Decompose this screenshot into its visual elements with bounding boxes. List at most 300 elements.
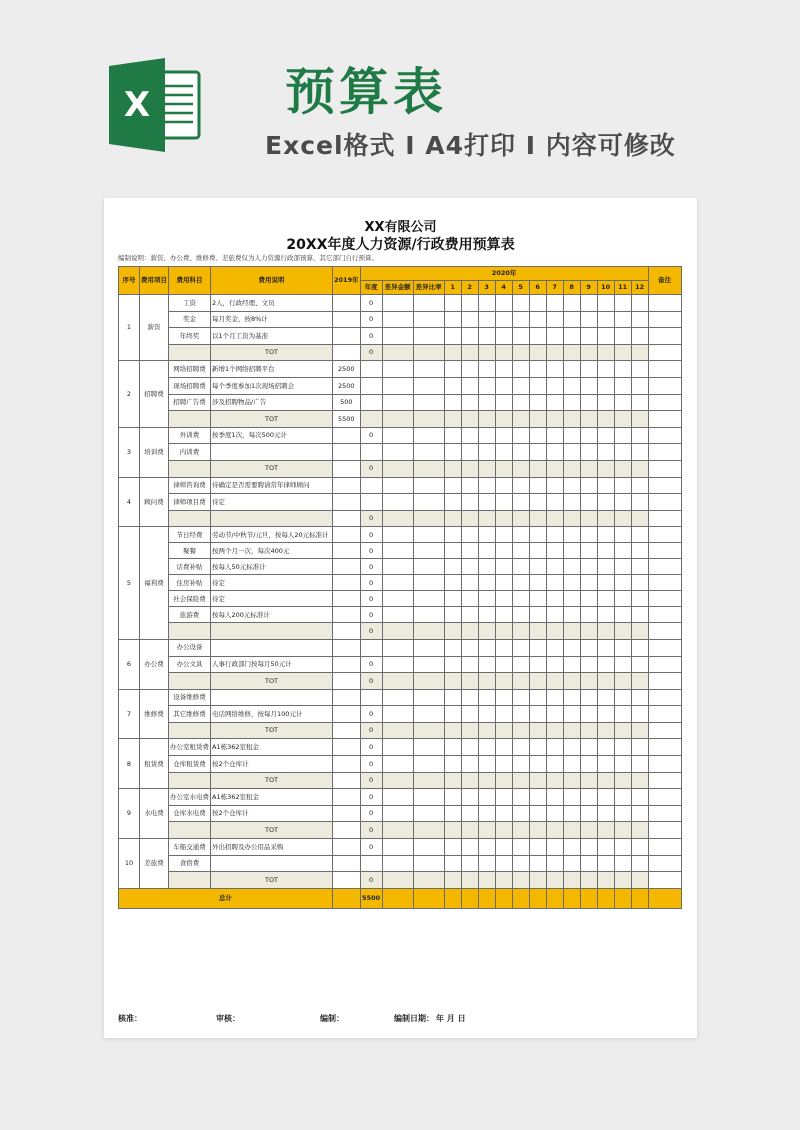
- row-cell[interactable]: [597, 477, 614, 494]
- row-cell[interactable]: [631, 805, 648, 822]
- row-cell[interactable]: [444, 756, 461, 773]
- row-remark[interactable]: [648, 805, 681, 822]
- row-cell[interactable]: [512, 311, 529, 328]
- row-cell[interactable]: [512, 639, 529, 656]
- row-cell[interactable]: [529, 689, 546, 706]
- row-cell[interactable]: [512, 855, 529, 872]
- row-cell[interactable]: [444, 311, 461, 328]
- row-cell[interactable]: [461, 706, 478, 723]
- row-cell[interactable]: [580, 328, 597, 345]
- row-cell[interactable]: [631, 444, 648, 461]
- row-cell[interactable]: [563, 361, 580, 378]
- row-cell[interactable]: [546, 394, 563, 411]
- row-cell[interactable]: [529, 739, 546, 756]
- row-annual[interactable]: [360, 689, 382, 706]
- row-remark[interactable]: [648, 591, 681, 607]
- row-cell[interactable]: [444, 427, 461, 444]
- row-cell[interactable]: [461, 311, 478, 328]
- row-cell[interactable]: [512, 706, 529, 723]
- row-2019[interactable]: [333, 575, 361, 591]
- row-cell[interactable]: [461, 689, 478, 706]
- row-cell[interactable]: [597, 591, 614, 607]
- row-cell[interactable]: [614, 689, 631, 706]
- row-cell[interactable]: [529, 591, 546, 607]
- row-cell[interactable]: [614, 377, 631, 394]
- row-cell[interactable]: [529, 394, 546, 411]
- row-cell[interactable]: [580, 444, 597, 461]
- row-cell[interactable]: [580, 689, 597, 706]
- row-cell[interactable]: [563, 607, 580, 623]
- row-cell[interactable]: [382, 789, 413, 806]
- row-cell[interactable]: [546, 706, 563, 723]
- row-cell[interactable]: [512, 739, 529, 756]
- row-annual[interactable]: 0: [360, 559, 382, 575]
- row-remark[interactable]: [648, 575, 681, 591]
- row-annual[interactable]: 0: [360, 607, 382, 623]
- row-cell[interactable]: [413, 591, 444, 607]
- row-cell[interactable]: [413, 805, 444, 822]
- row-cell[interactable]: [478, 639, 495, 656]
- row-cell[interactable]: [631, 739, 648, 756]
- row-cell[interactable]: [597, 377, 614, 394]
- row-cell[interactable]: [461, 591, 478, 607]
- row-cell[interactable]: [580, 839, 597, 856]
- row-cell[interactable]: [597, 607, 614, 623]
- row-cell[interactable]: [461, 444, 478, 461]
- row-annual[interactable]: [360, 444, 382, 461]
- row-cell[interactable]: [478, 739, 495, 756]
- row-cell[interactable]: [529, 789, 546, 806]
- row-cell[interactable]: [546, 789, 563, 806]
- row-2019[interactable]: [333, 494, 361, 511]
- row-cell[interactable]: [631, 543, 648, 559]
- row-cell[interactable]: [597, 756, 614, 773]
- row-cell[interactable]: [382, 639, 413, 656]
- row-cell[interactable]: [631, 328, 648, 345]
- row-cell[interactable]: [512, 394, 529, 411]
- row-cell[interactable]: [614, 494, 631, 511]
- row-cell[interactable]: [512, 656, 529, 673]
- row-cell[interactable]: [478, 559, 495, 575]
- row-cell[interactable]: [614, 639, 631, 656]
- row-cell[interactable]: [478, 607, 495, 623]
- row-2019[interactable]: [333, 839, 361, 856]
- row-cell[interactable]: [546, 295, 563, 312]
- row-cell[interactable]: [495, 444, 512, 461]
- row-cell[interactable]: [580, 559, 597, 575]
- row-cell[interactable]: [631, 789, 648, 806]
- row-2019[interactable]: [333, 739, 361, 756]
- row-cell[interactable]: [478, 789, 495, 806]
- row-cell[interactable]: [461, 607, 478, 623]
- row-annual[interactable]: [360, 855, 382, 872]
- row-cell[interactable]: [597, 543, 614, 559]
- row-remark[interactable]: [648, 789, 681, 806]
- row-cell[interactable]: [580, 739, 597, 756]
- row-cell[interactable]: [597, 575, 614, 591]
- row-remark[interactable]: [648, 639, 681, 656]
- row-cell[interactable]: [495, 756, 512, 773]
- row-cell[interactable]: [382, 361, 413, 378]
- row-cell[interactable]: [580, 295, 597, 312]
- row-cell[interactable]: [495, 543, 512, 559]
- row-annual[interactable]: 0: [360, 328, 382, 345]
- row-cell[interactable]: [580, 527, 597, 543]
- row-cell[interactable]: [546, 739, 563, 756]
- row-cell[interactable]: [461, 839, 478, 856]
- row-2019[interactable]: [333, 639, 361, 656]
- row-cell[interactable]: [444, 575, 461, 591]
- row-cell[interactable]: [512, 839, 529, 856]
- row-cell[interactable]: [382, 756, 413, 773]
- row-cell[interactable]: [563, 543, 580, 559]
- row-cell[interactable]: [413, 427, 444, 444]
- row-cell[interactable]: [631, 855, 648, 872]
- row-cell[interactable]: [597, 311, 614, 328]
- row-2019[interactable]: [333, 689, 361, 706]
- row-cell[interactable]: [546, 607, 563, 623]
- row-cell[interactable]: [444, 377, 461, 394]
- row-cell[interactable]: [461, 361, 478, 378]
- row-cell[interactable]: [478, 494, 495, 511]
- row-cell[interactable]: [529, 328, 546, 345]
- row-cell[interactable]: [512, 789, 529, 806]
- row-cell[interactable]: [512, 377, 529, 394]
- row-cell[interactable]: [529, 427, 546, 444]
- row-cell[interactable]: [413, 839, 444, 856]
- row-cell[interactable]: [382, 656, 413, 673]
- row-cell[interactable]: [495, 559, 512, 575]
- row-cell[interactable]: [614, 477, 631, 494]
- row-cell[interactable]: [478, 444, 495, 461]
- row-cell[interactable]: [444, 559, 461, 575]
- row-cell[interactable]: [495, 607, 512, 623]
- row-cell[interactable]: [461, 394, 478, 411]
- row-cell[interactable]: [461, 328, 478, 345]
- row-cell[interactable]: [631, 377, 648, 394]
- row-cell[interactable]: [631, 295, 648, 312]
- row-cell[interactable]: [597, 394, 614, 411]
- row-cell[interactable]: [631, 706, 648, 723]
- row-cell[interactable]: [478, 361, 495, 378]
- row-cell[interactable]: [614, 527, 631, 543]
- row-cell[interactable]: [546, 328, 563, 345]
- row-cell[interactable]: [382, 839, 413, 856]
- row-cell[interactable]: [614, 805, 631, 822]
- row-cell[interactable]: [631, 656, 648, 673]
- row-remark[interactable]: [648, 839, 681, 856]
- row-annual[interactable]: [360, 639, 382, 656]
- row-annual[interactable]: [360, 377, 382, 394]
- row-cell[interactable]: [614, 295, 631, 312]
- row-cell[interactable]: [546, 311, 563, 328]
- row-cell[interactable]: [631, 559, 648, 575]
- row-cell[interactable]: [495, 394, 512, 411]
- row-2019[interactable]: [333, 656, 361, 673]
- row-cell[interactable]: [546, 656, 563, 673]
- row-cell[interactable]: [413, 706, 444, 723]
- row-cell[interactable]: [597, 328, 614, 345]
- row-annual[interactable]: 0: [360, 656, 382, 673]
- row-cell[interactable]: [563, 839, 580, 856]
- row-cell[interactable]: [413, 739, 444, 756]
- row-cell[interactable]: [597, 839, 614, 856]
- row-cell[interactable]: [478, 855, 495, 872]
- row-cell[interactable]: [512, 295, 529, 312]
- row-cell[interactable]: [478, 591, 495, 607]
- row-cell[interactable]: [597, 706, 614, 723]
- row-cell[interactable]: [478, 656, 495, 673]
- row-cell[interactable]: [478, 805, 495, 822]
- row-cell[interactable]: [614, 361, 631, 378]
- row-annual[interactable]: 0: [360, 789, 382, 806]
- row-cell[interactable]: [580, 607, 597, 623]
- row-remark[interactable]: [648, 559, 681, 575]
- row-cell[interactable]: [461, 739, 478, 756]
- row-cell[interactable]: [546, 527, 563, 543]
- row-cell[interactable]: [614, 559, 631, 575]
- row-cell[interactable]: [512, 559, 529, 575]
- row-cell[interactable]: [461, 639, 478, 656]
- row-cell[interactable]: [614, 855, 631, 872]
- row-cell[interactable]: [563, 805, 580, 822]
- row-cell[interactable]: [512, 494, 529, 511]
- row-cell[interactable]: [580, 361, 597, 378]
- row-cell[interactable]: [461, 805, 478, 822]
- row-cell[interactable]: [444, 295, 461, 312]
- row-2019[interactable]: [333, 591, 361, 607]
- row-cell[interactable]: [580, 789, 597, 806]
- row-cell[interactable]: [580, 591, 597, 607]
- row-cell[interactable]: [444, 394, 461, 411]
- row-cell[interactable]: [614, 706, 631, 723]
- row-cell[interactable]: [512, 805, 529, 822]
- row-cell[interactable]: [382, 295, 413, 312]
- row-cell[interactable]: [597, 527, 614, 543]
- row-cell[interactable]: [478, 295, 495, 312]
- row-cell[interactable]: [512, 444, 529, 461]
- row-cell[interactable]: [382, 494, 413, 511]
- row-cell[interactable]: [382, 706, 413, 723]
- row-annual[interactable]: 0: [360, 805, 382, 822]
- row-2019[interactable]: 2500: [333, 361, 361, 378]
- row-2019[interactable]: [333, 855, 361, 872]
- row-cell[interactable]: [382, 527, 413, 543]
- row-cell[interactable]: [495, 311, 512, 328]
- row-cell[interactable]: [478, 527, 495, 543]
- row-cell[interactable]: [597, 689, 614, 706]
- row-cell[interactable]: [546, 839, 563, 856]
- row-cell[interactable]: [495, 656, 512, 673]
- row-cell[interactable]: [546, 559, 563, 575]
- row-cell[interactable]: [631, 575, 648, 591]
- row-cell[interactable]: [461, 377, 478, 394]
- row-cell[interactable]: [563, 656, 580, 673]
- row-cell[interactable]: [382, 328, 413, 345]
- row-cell[interactable]: [614, 656, 631, 673]
- row-cell[interactable]: [563, 639, 580, 656]
- row-cell[interactable]: [461, 543, 478, 559]
- row-cell[interactable]: [614, 756, 631, 773]
- row-cell[interactable]: [382, 543, 413, 559]
- row-cell[interactable]: [614, 328, 631, 345]
- row-cell[interactable]: [546, 377, 563, 394]
- row-cell[interactable]: [546, 639, 563, 656]
- row-cell[interactable]: [382, 444, 413, 461]
- row-cell[interactable]: [444, 739, 461, 756]
- row-cell[interactable]: [495, 839, 512, 856]
- row-remark[interactable]: [648, 706, 681, 723]
- row-cell[interactable]: [495, 789, 512, 806]
- row-cell[interactable]: [563, 591, 580, 607]
- row-cell[interactable]: [614, 427, 631, 444]
- row-cell[interactable]: [597, 444, 614, 461]
- row-cell[interactable]: [413, 607, 444, 623]
- row-cell[interactable]: [631, 311, 648, 328]
- row-cell[interactable]: [563, 575, 580, 591]
- row-remark[interactable]: [648, 394, 681, 411]
- row-cell[interactable]: [461, 559, 478, 575]
- row-cell[interactable]: [529, 756, 546, 773]
- row-cell[interactable]: [529, 543, 546, 559]
- row-cell[interactable]: [563, 855, 580, 872]
- row-remark[interactable]: [648, 377, 681, 394]
- row-2019[interactable]: [333, 295, 361, 312]
- row-annual[interactable]: 0: [360, 311, 382, 328]
- row-cell[interactable]: [529, 706, 546, 723]
- row-annual[interactable]: 0: [360, 427, 382, 444]
- row-cell[interactable]: [382, 394, 413, 411]
- row-cell[interactable]: [413, 543, 444, 559]
- row-cell[interactable]: [512, 427, 529, 444]
- row-cell[interactable]: [631, 639, 648, 656]
- row-cell[interactable]: [444, 527, 461, 543]
- row-cell[interactable]: [614, 789, 631, 806]
- row-cell[interactable]: [614, 311, 631, 328]
- row-cell[interactable]: [546, 805, 563, 822]
- row-cell[interactable]: [563, 756, 580, 773]
- row-cell[interactable]: [631, 477, 648, 494]
- row-cell[interactable]: [631, 494, 648, 511]
- row-cell[interactable]: [631, 361, 648, 378]
- row-cell[interactable]: [495, 805, 512, 822]
- row-cell[interactable]: [413, 559, 444, 575]
- row-cell[interactable]: [597, 639, 614, 656]
- row-cell[interactable]: [444, 689, 461, 706]
- row-cell[interactable]: [631, 689, 648, 706]
- row-cell[interactable]: [580, 494, 597, 511]
- row-cell[interactable]: [631, 839, 648, 856]
- row-cell[interactable]: [563, 295, 580, 312]
- row-annual[interactable]: 0: [360, 756, 382, 773]
- row-cell[interactable]: [546, 591, 563, 607]
- row-2019[interactable]: [333, 706, 361, 723]
- row-2019[interactable]: [333, 444, 361, 461]
- row-cell[interactable]: [563, 739, 580, 756]
- row-cell[interactable]: [512, 328, 529, 345]
- row-remark[interactable]: [648, 311, 681, 328]
- row-cell[interactable]: [495, 361, 512, 378]
- row-cell[interactable]: [597, 855, 614, 872]
- row-annual[interactable]: 0: [360, 527, 382, 543]
- row-remark[interactable]: [648, 756, 681, 773]
- row-cell[interactable]: [529, 656, 546, 673]
- row-cell[interactable]: [597, 739, 614, 756]
- row-2019[interactable]: [333, 607, 361, 623]
- row-remark[interactable]: [648, 477, 681, 494]
- row-cell[interactable]: [580, 543, 597, 559]
- row-annual[interactable]: 0: [360, 543, 382, 559]
- row-cell[interactable]: [546, 444, 563, 461]
- row-cell[interactable]: [529, 311, 546, 328]
- row-2019[interactable]: [333, 328, 361, 345]
- row-cell[interactable]: [563, 394, 580, 411]
- row-cell[interactable]: [597, 361, 614, 378]
- row-cell[interactable]: [529, 377, 546, 394]
- row-remark[interactable]: [648, 855, 681, 872]
- row-cell[interactable]: [597, 494, 614, 511]
- row-cell[interactable]: [444, 328, 461, 345]
- row-annual[interactable]: 0: [360, 839, 382, 856]
- row-cell[interactable]: [461, 575, 478, 591]
- row-cell[interactable]: [444, 494, 461, 511]
- row-2019[interactable]: [333, 756, 361, 773]
- row-annual[interactable]: [360, 477, 382, 494]
- row-cell[interactable]: [597, 559, 614, 575]
- row-cell[interactable]: [529, 839, 546, 856]
- row-cell[interactable]: [546, 361, 563, 378]
- row-cell[interactable]: [614, 607, 631, 623]
- row-annual[interactable]: [360, 494, 382, 511]
- row-cell[interactable]: [461, 756, 478, 773]
- row-cell[interactable]: [529, 527, 546, 543]
- row-remark[interactable]: [648, 527, 681, 543]
- row-cell[interactable]: [563, 527, 580, 543]
- row-cell[interactable]: [382, 689, 413, 706]
- row-cell[interactable]: [580, 575, 597, 591]
- row-cell[interactable]: [478, 575, 495, 591]
- row-cell[interactable]: [563, 706, 580, 723]
- row-cell[interactable]: [461, 789, 478, 806]
- row-cell[interactable]: [478, 839, 495, 856]
- row-cell[interactable]: [478, 328, 495, 345]
- row-cell[interactable]: [614, 444, 631, 461]
- row-cell[interactable]: [563, 377, 580, 394]
- row-cell[interactable]: [478, 756, 495, 773]
- row-cell[interactable]: [563, 477, 580, 494]
- row-cell[interactable]: [382, 477, 413, 494]
- row-remark[interactable]: [648, 295, 681, 312]
- row-cell[interactable]: [382, 805, 413, 822]
- row-cell[interactable]: [495, 527, 512, 543]
- row-cell[interactable]: [495, 575, 512, 591]
- row-cell[interactable]: [529, 805, 546, 822]
- row-cell[interactable]: [614, 739, 631, 756]
- row-remark[interactable]: [648, 427, 681, 444]
- row-cell[interactable]: [563, 559, 580, 575]
- row-2019[interactable]: [333, 527, 361, 543]
- row-cell[interactable]: [580, 805, 597, 822]
- row-cell[interactable]: [413, 656, 444, 673]
- row-remark[interactable]: [648, 361, 681, 378]
- row-cell[interactable]: [580, 311, 597, 328]
- row-cell[interactable]: [382, 377, 413, 394]
- row-cell[interactable]: [413, 328, 444, 345]
- row-2019[interactable]: [333, 311, 361, 328]
- row-cell[interactable]: [413, 311, 444, 328]
- row-cell[interactable]: [495, 328, 512, 345]
- row-remark[interactable]: [648, 739, 681, 756]
